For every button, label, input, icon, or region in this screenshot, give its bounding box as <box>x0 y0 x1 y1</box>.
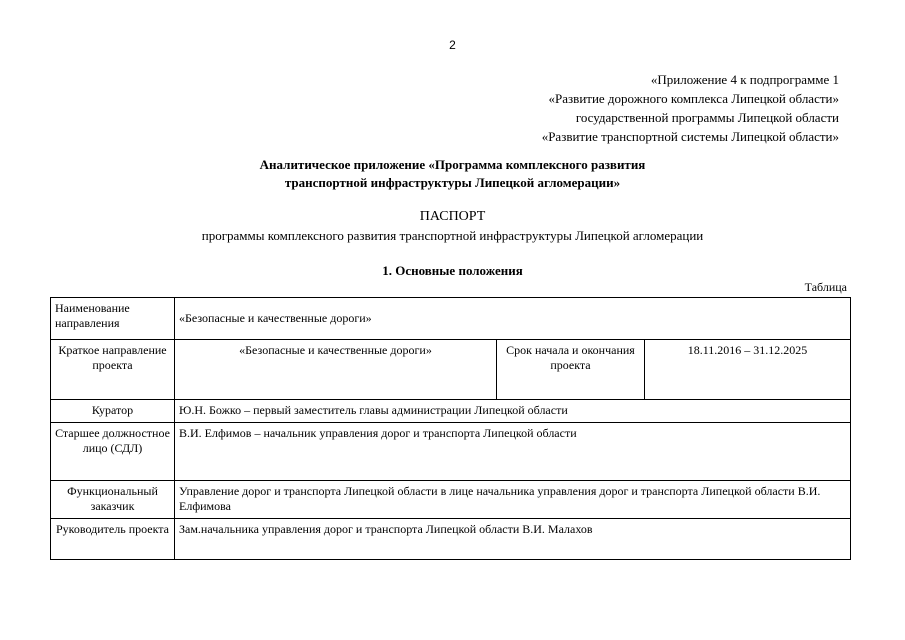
appendix-line-1: «Приложение 4 к подпрограмме 1 <box>650 72 839 87</box>
analytic-title <box>0 156 905 192</box>
page-number: 2 <box>449 38 456 52</box>
table-row <box>51 423 851 481</box>
appendix-line-2: «Развитие дорожного комплекса Липецкой области» <box>548 91 839 106</box>
analytic-title-line-1: Аналитическое приложение «Программа комплексного развития <box>259 157 646 172</box>
table-row <box>51 400 851 423</box>
analytic-title-line-2: транспортной инфраструктуры Липецкой агломерации» <box>284 175 621 190</box>
table-cell-value: «Безопасные и качественные дороги» <box>175 298 851 340</box>
table-label: Таблица <box>804 280 847 294</box>
table-cell-value: Управление дорог и транспорта Липецкой области в лице начальника управления дорог и транспорта Липецкой области В.И. Елфимова <box>175 481 851 519</box>
table-cell-value: 18.11.2016 – 31.12.2025 <box>645 340 851 400</box>
table-row <box>51 519 851 560</box>
passport-table <box>50 297 851 560</box>
appendix-header <box>542 70 839 146</box>
table-cell-value: «Безопасные и качественные дороги» <box>175 340 497 400</box>
table-row <box>51 298 851 340</box>
passport-title: ПАСПОРТ <box>419 209 486 224</box>
appendix-line-3: государственной программы Липецкой области <box>575 110 839 125</box>
section-title: 1. Основные положения <box>382 263 523 278</box>
table-cell-label: Куратор <box>51 400 175 423</box>
table-cell-label: Старшее должностное лицо (СДЛ) <box>51 423 175 481</box>
passport-subtitle: программы комплексного развития транспортной инфраструктуры Липецкой агломерации <box>201 228 704 243</box>
table-cell-value: Зам.начальника управления дорог и транспорта Липецкой области В.И. Малахов <box>175 519 851 560</box>
appendix-line-4: «Развитие транспортной системы Липецкой области» <box>541 129 839 144</box>
table-cell-label: Наименование направления <box>51 298 175 340</box>
table-cell-value: В.И. Елфимов – начальник управления дорог и транспорта Липецкой области <box>175 423 851 481</box>
table-cell-label: Краткое направление проекта <box>51 340 175 400</box>
table-cell-label: Руководитель проекта <box>51 519 175 560</box>
table-cell-label: Функциональный заказчик <box>51 481 175 519</box>
table-row <box>51 481 851 519</box>
table-row <box>51 340 851 400</box>
table-cell-value: Ю.Н. Божко – первый заместитель главы администрации Липецкой области <box>175 400 851 423</box>
table-cell-label: Срок начала и окончания проекта <box>497 340 645 400</box>
